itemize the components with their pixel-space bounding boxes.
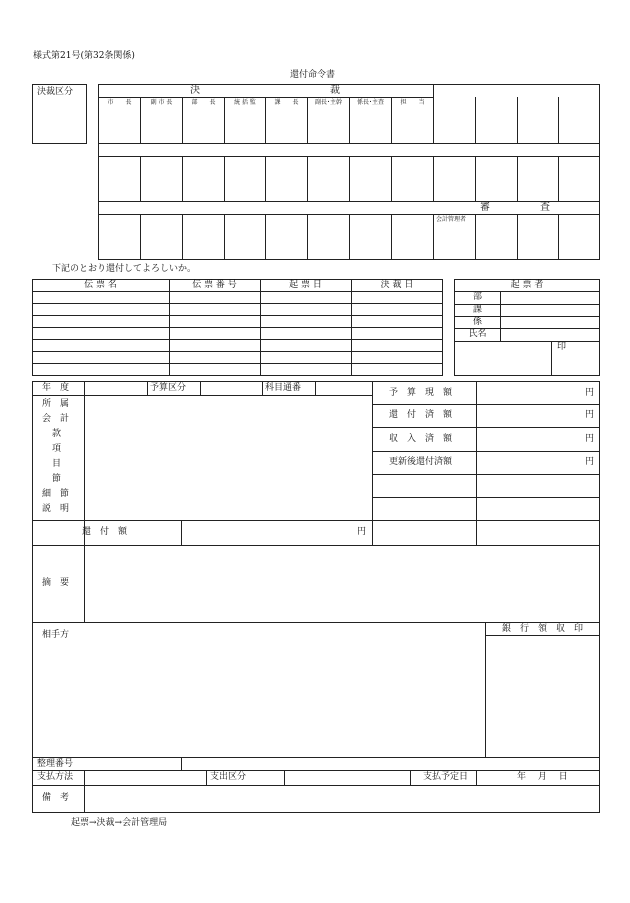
role-unit-chief: 係長･主査 — [356, 99, 384, 106]
seiri-bango-label: 整理番号 — [37, 759, 74, 769]
kanpu-gaku-label: 還 付 額 — [82, 527, 128, 537]
label-moku: 目 — [52, 459, 62, 469]
kihyosha-title: 起 票 者 — [510, 280, 544, 290]
voucher-header-name: 伝 票 名 — [84, 280, 117, 290]
kihyosha-bu: 部 — [472, 292, 482, 302]
role-deputy-mayor: 副 市 長 — [150, 99, 173, 106]
label-kan: 款 — [52, 429, 62, 439]
kessai-char-2: 裁 — [330, 85, 340, 96]
shinsa-sub-label: 会計管理者 — [436, 216, 467, 223]
request-text: 下記のとおり還付してよろしいか。 — [52, 264, 197, 274]
shinsa-char-2: 査 — [540, 202, 550, 213]
kanpu-zumigaku-label: 還 付 済 額 — [389, 410, 453, 420]
yen-kanpu-zumi: 円 — [585, 410, 595, 420]
main-form — [32, 381, 600, 813]
label-shozoku: 所 属 — [42, 399, 70, 409]
yosan-kubun-label: 予算区分 — [150, 383, 187, 393]
footer-flow: 起票→決裁→会計管理局 — [71, 818, 168, 828]
label-setsumei: 説 明 — [42, 504, 70, 514]
nendo-label: 年 度 — [42, 383, 70, 393]
label-kou: 項 — [52, 444, 62, 454]
yen-koshingo: 円 — [585, 457, 595, 467]
voucher-header-number: 伝 票 番 号 — [192, 280, 237, 290]
yen-kanpu-gaku: 円 — [357, 527, 367, 537]
shishutsu-kubun-label: 支出区分 — [210, 772, 247, 782]
shiharai-hoho-label: 支払方法 — [37, 772, 74, 782]
aitekata-label: 相手方 — [42, 630, 70, 640]
role-supervisor: 統 括 監 — [234, 99, 256, 106]
shiharai-yoteibi-label: 支払予定日 — [423, 772, 469, 782]
kessai-kubun-label: 決裁区分 — [37, 87, 74, 97]
role-deputy-chief: 副長･主幹 — [314, 99, 342, 106]
yosan-gengaku-label: 予 算 現 額 — [389, 388, 453, 398]
label-kaikei: 会 計 — [42, 414, 70, 424]
label-setsu: 節 — [52, 474, 62, 484]
biko-label: 備 考 — [42, 793, 70, 803]
label-saisetsu: 細 節 — [42, 489, 70, 499]
yen-shunyu-zumi: 円 — [585, 434, 595, 444]
kamoku-tsuban-label: 科目通番 — [265, 383, 302, 393]
shunyu-zumigaku-label: 収 入 済 額 — [389, 434, 453, 444]
date-label: 年 月 日 — [517, 772, 568, 782]
bank-seal-label: 銀 行 領 収 印 — [501, 624, 583, 634]
form-number: 様式第21号(第32条関係) — [33, 51, 135, 61]
voucher-header-approval-date: 決 裁 日 — [380, 280, 414, 290]
role-staff: 担 当 — [400, 99, 425, 106]
form-title: 還付命令書 — [290, 70, 336, 80]
kihyosha-kakari: 係 — [472, 317, 482, 327]
kihyosha-ka: 課 — [472, 305, 482, 315]
role-director: 部 長 — [191, 99, 216, 106]
kihyosha-seal: 印 — [557, 342, 567, 352]
voucher-header-issue-date: 起 票 日 — [289, 280, 322, 290]
shinsa-char-1: 審 — [480, 202, 490, 213]
tekiyo-label: 摘 要 — [42, 578, 70, 588]
kihyosha-name: 氏名 — [468, 329, 487, 339]
koshingo-kanpu-label: 更新後還付済額 — [389, 457, 453, 467]
role-section-chief: 課 長 — [274, 99, 299, 106]
role-mayor: 市 長 — [107, 99, 132, 106]
yen-yosan: 円 — [585, 388, 595, 398]
kessai-char-1: 決 — [190, 85, 200, 96]
